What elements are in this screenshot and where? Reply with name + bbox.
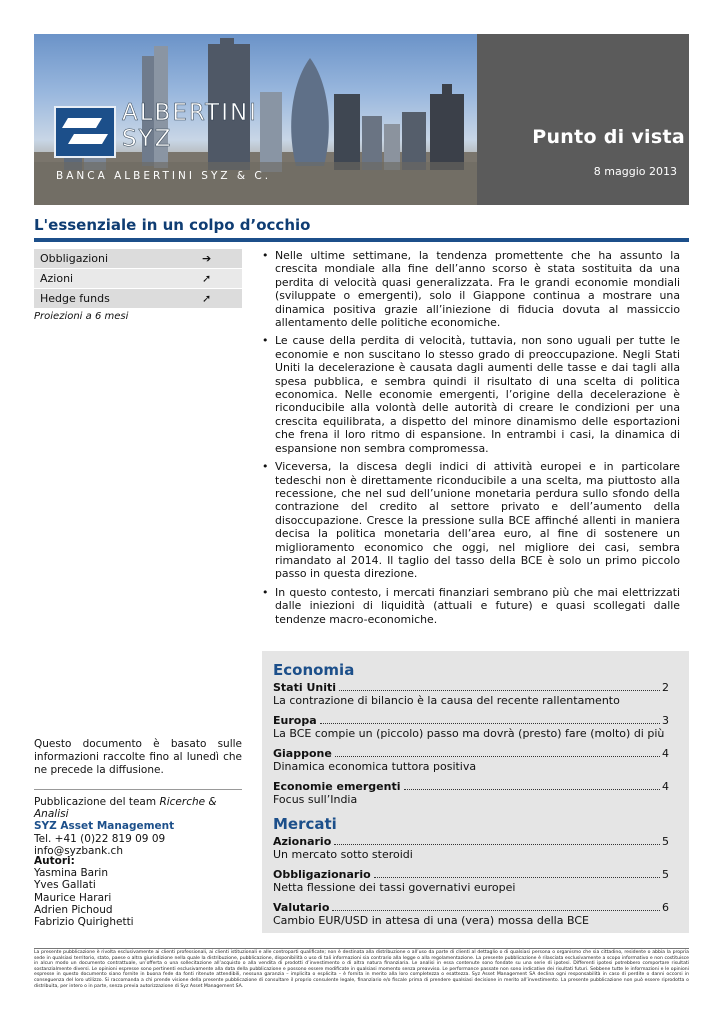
projection-note: Proiezioni a 6 mesi	[34, 311, 129, 322]
toc-heading-mercati: Mercati	[273, 815, 337, 833]
title-panel	[477, 34, 689, 205]
phone-number: Tel. +41 (0)22 819 09 09	[34, 832, 166, 845]
email-link[interactable]: info@syzbank.ch	[34, 844, 123, 857]
list-item: • Nelle ultime settimane, la tendenza promettente che ha assunto la crescita mondiale alla fine dell’anno scorso è stata sostituita da una perdita di velocità quasi generalizzata. Fra le grandi economie mondiali (sviluppate o emergenti), solo il Giappone continua a mostrare una dinamica positiva grazie all’iniezione di fiducia dovuta al massiccio allentamento delle politiche economiche.	[262, 249, 680, 329]
key-points-list	[262, 249, 680, 631]
toc-item-europa[interactable]: Europa 3 La BCE compie un (piccolo) passo ma dovrà (presto) fare (molto) di più	[273, 714, 669, 740]
toc-heading-economia: Economia	[273, 661, 355, 679]
publication-info: Pubblicazione del team Ricerche & Analisi SYZ Asset Management Tel. +41 (0)22 819 09 09 info@syzbank.ch	[34, 796, 249, 857]
legal-disclaimer: La presente pubblicazione è rivolta esclusivamente ai clienti professionali, ai clienti istituzionali e alle controparti qualificate; non è destinata alla distribuzione o all’uso da parte di clienti al dettaglio o di qualsiasi persona o organismo che sia cittadino, residente o abbia la propria sede in qualsiasi territorio, stato, paese o altra giurisdizione nella quale la distribuzione, pubblicazione, disponibilità o uso di tali informazioni sia contrario alla legge o alla regolamentazione. La presente pubblicazione è rilasciata esclusivamente a scopo informativo e non costituisce in alcun modo un documento contrattuale, un’offerta o una sollecitazione all’acquisto o alla vendita di prodotti d’investimento o di altra natura finanziaria. Le analisi in essa contenute sono fondate su una serie di ipotesi. Differenti ipotesi potrebbero comportare risultati sostanzialmente diversi. Le opinioni espresse sono pertinenti esclusivamente alla data della pubblicazione e possono essere modificate in qualsiasi momento senza preavviso. Le performance passate non sono indicative dei risultati futuri. Sebbene tutte le informazioni e le opinioni espresse in questo documento siano fornite in buona fede da fonti ritenute attendibili, nessuna garanzia – implicita o esplicita – è fornita in merito alla loro completezza o esattezza. Syz Asset Management SA declina ogni responsabilità in caso di perdite o danni occorsi in conseguenza del loro utilizzo. Si raccomanda a chi prende visione della presente pubblicazione di consultare il proprio consulente legale, finanziario e/o fiscale prima di prendere qualsiasi decisione in merito all’investimento. La presente pubblicazione non può essere riprodotta o distribuita, per intero o in parte, senza previa autorizzazione di Syz Asset Management SA.	[34, 950, 689, 989]
divider	[34, 789, 242, 790]
table-of-contents	[262, 651, 689, 933]
arrow-right-icon: ➔	[202, 252, 212, 265]
list-item: • Le cause della perdita di velocità, tuttavia, non sono uguali per tutte le economie e non suscitano lo stesso grado di preoccupazione. Negli Stati Uniti la decelerazione è causata dagli aumenti delle tasse e dai tagli alla spesa pubblica, e sembra quindi il risultato di una scelta di politica economica. Nelle economie emergenti, l’origine della decelerazione è riconducibile alla volontà delle autorità di creare le condizioni per una crescita equilibrata, a dispetto del minore dinamismo delle esportazioni che frena il loro ritmo di espansione. In entrambi i casi, la dinamica di espansione non sembra compromessa.	[262, 334, 680, 455]
arrow-up-right-icon: ➚	[202, 272, 212, 285]
author-name: Fabrizio Quirighetti	[34, 916, 134, 929]
logo-subtitle: BANCA ALBERTINI SYZ & C.	[56, 170, 272, 182]
logo-mark	[54, 106, 116, 158]
author-name: Yasmina Barin	[34, 867, 108, 880]
author-name: Adrien Pichoud	[34, 903, 113, 916]
authors-block: Autori: Yasmina Barin Yves Gallati Maurice Harari Adrien Pichoud Fabrizio Quirighetti	[34, 855, 249, 928]
logo-wordmark: ALBERTINI SYZ	[122, 100, 258, 152]
city-skyline-photo	[34, 34, 477, 205]
toc-item-stati-uniti[interactable]: Stati Uniti 2 La contrazione di bilancio è la causa del recente rallentamento	[273, 681, 669, 707]
summary-row-bonds: Obbligazioni ➔	[34, 249, 242, 269]
summary-table	[34, 249, 242, 322]
header-banner	[34, 34, 689, 205]
summary-row-equities: Azioni ➚	[34, 269, 242, 289]
toc-item-giappone[interactable]: Giappone 4 Dinamica economica tuttora positiva	[273, 747, 669, 773]
section-rule	[34, 238, 689, 242]
toc-item-valutario[interactable]: Valutario 6 Cambio EUR/USD in attesa di una (vera) mossa della BCE	[273, 901, 669, 927]
company-name: SYZ Asset Management	[34, 820, 175, 833]
section-title: L'essenziale in un colpo d’occhio	[34, 216, 311, 234]
toc-item-obbligazionario[interactable]: Obbligazionario 5 Netta flessione dei tassi governativi europei	[273, 868, 669, 894]
arrow-up-right-icon: ➚	[202, 292, 212, 305]
toc-item-azionario[interactable]: Azionario 5 Un mercato sotto steroidi	[273, 835, 669, 861]
list-item: • Viceversa, la discesa degli indici di attività europei e in particolare tedeschi non è direttamente riconducibile a una scelta, ma piuttosto alla recessione, che nel sud dell’unione monetaria perdura sullo sfondo della contrazione del credito al settore privato e dell’aumento della disoccupazione. Cresce la pressione sulla BCE affinché allenti in maniera decisa la politica monetaria dell’area euro, al fine di sostenere un miglioramento economico che oggi, nel migliore dei casi, sembra rimandato al 2014. Il taglio del tasso della BCE è solo un primo piccolo passo in questa direzione.	[262, 460, 680, 581]
list-item: • In questo contesto, i mercati finanziari sembrano più che mai elettrizzati dalle iniezioni di liquidità (attuali e future) e quasi scollegati dalle tendenze macro-economiche.	[262, 586, 680, 626]
summary-row-hedge-funds: Hedge funds ➚	[34, 289, 242, 309]
toc-item-economie-emergenti[interactable]: Economie emergenti 4 Focus sull’India	[273, 780, 669, 806]
author-name: Yves Gallati	[34, 879, 96, 892]
footer-divider	[34, 948, 689, 949]
document-type: Punto di vista	[532, 126, 685, 148]
document-date: 8 maggio 2013	[593, 165, 677, 178]
sidebar-note: Questo documento è basato sulle informazioni raccolte fino al lunedì che ne precede la diffusione.	[34, 738, 242, 776]
author-name: Maurice Harari	[34, 891, 112, 904]
